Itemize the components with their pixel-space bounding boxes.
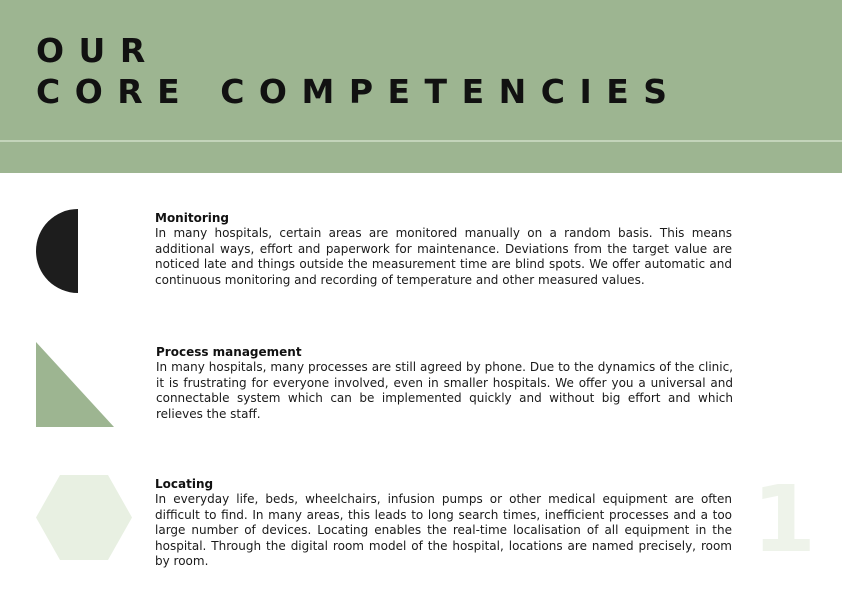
page-title-line-2: CORE COMPETENCIES <box>36 72 682 111</box>
triangle-icon <box>36 342 114 427</box>
page-title <box>36 30 682 112</box>
hexagon-icon <box>36 475 132 560</box>
page-number: 1 <box>751 466 816 573</box>
section-heading: Monitoring <box>155 211 229 225</box>
section-body: In everyday life, beds, wheelchairs, infusion pumps or other medical equipment are often difficult to find. In many areas, this leads to long search times, inefficient processes and a too large number of devices. Locating enables the real-time localisation of all equipment in the hospital. Through the digital room model of the hospital, locations are named precisely, room by room. <box>155 492 732 568</box>
header-divider <box>0 140 842 142</box>
page-title-line-1: OUR <box>36 31 160 70</box>
section-process-management <box>156 345 733 422</box>
section-monitoring <box>155 211 732 288</box>
section-heading: Locating <box>155 477 214 491</box>
section-body: In many hospitals, many processes are still agreed by phone. Due to the dynamics of the clinic, it is frustrating for everyone involved, even in smaller hospitals. We offer you a universal and connectable system which can be implemented quickly and without big effort and which relieves the staff. <box>156 360 733 421</box>
section-body: In many hospitals, certain areas are monitored manually on a random basis. This means additional ways, effort and paperwork for maintenance. Deviations from the target value are noticed late and things outside the measurement time are blind spots. We offer automatic and continuous monitoring and recording of temperature and other measured values. <box>155 226 732 287</box>
section-locating <box>155 477 732 570</box>
half-circle-icon <box>36 209 78 293</box>
section-heading: Process management <box>156 345 302 359</box>
